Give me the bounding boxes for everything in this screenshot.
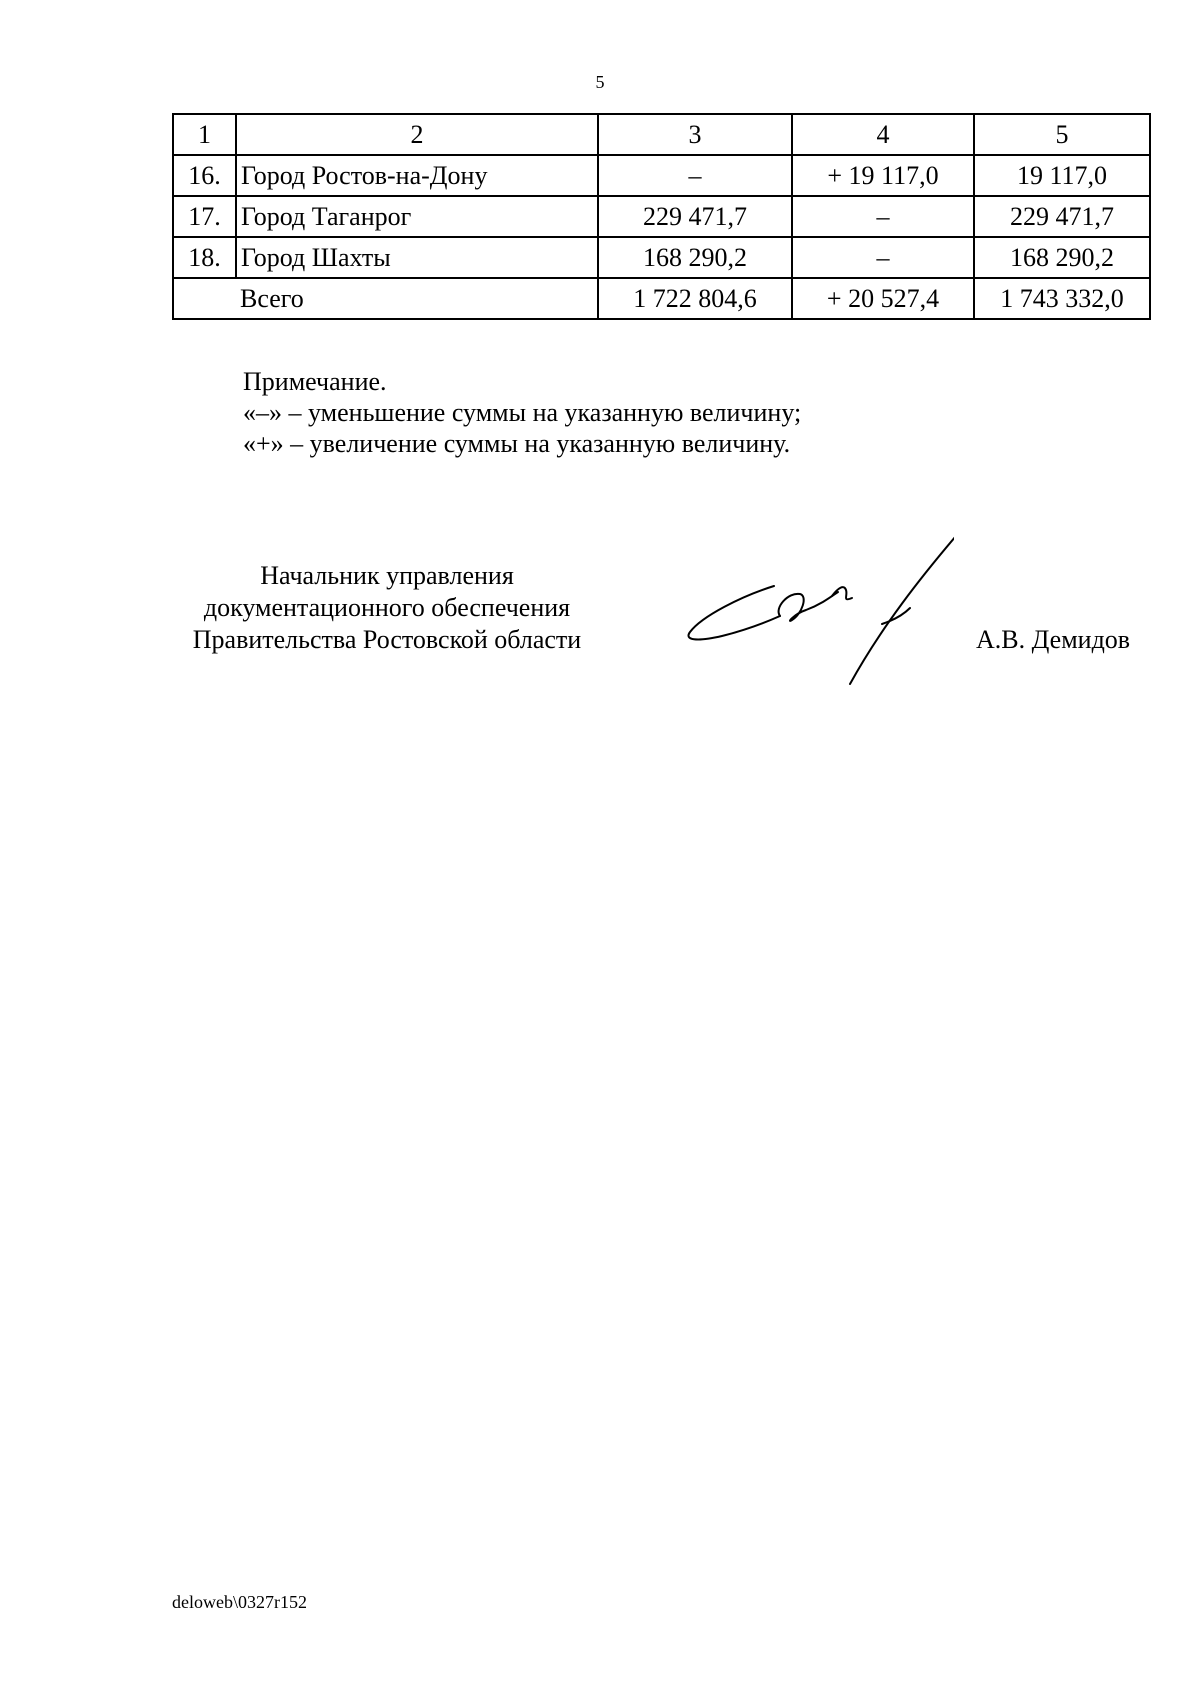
table-header-cell: 5: [974, 114, 1150, 155]
page-number: 5: [595, 72, 605, 92]
signer-title-line: Правительства Ростовской области: [192, 625, 582, 654]
table-total-row: [173, 278, 1150, 319]
table-header-cell: 1: [173, 114, 236, 155]
row-number: 17.: [173, 196, 236, 237]
result-cell: 19 117,0: [974, 155, 1150, 196]
total-label: Всего: [236, 278, 598, 319]
municipality-name: Город Шахты: [236, 237, 598, 278]
total-number-cell: [173, 278, 236, 319]
signer-title: [172, 560, 602, 656]
table-header-cell: 4: [792, 114, 974, 155]
table-row: [173, 155, 1150, 196]
signer-name: А.В. Демидов: [976, 625, 1131, 654]
municipality-name: Город Ростов-на-Дону: [236, 155, 598, 196]
total-result-cell: 1 743 332,0: [974, 278, 1150, 319]
amount-cell: 168 290,2: [598, 237, 792, 278]
document-code: deloweb\0327r152: [172, 1592, 307, 1612]
row-number: 18.: [173, 237, 236, 278]
result-cell: 229 471,7: [974, 196, 1150, 237]
table-header-row: [173, 114, 1150, 155]
total-amount-cell: 1 722 804,6: [598, 278, 792, 319]
municipality-name: Город Таганрог: [236, 196, 598, 237]
note-line: «+» – увеличение суммы на указанную величину.: [243, 429, 791, 458]
handwritten-signature: [682, 536, 954, 698]
change-cell: –: [792, 237, 974, 278]
signer-title-line: документационного обеспечения: [203, 593, 571, 622]
row-number: 16.: [173, 155, 236, 196]
signer-title-line: Начальник управления: [260, 561, 514, 590]
table-row: [173, 237, 1150, 278]
amount-cell: 229 471,7: [598, 196, 792, 237]
change-cell: –: [792, 196, 974, 237]
note-line: «–» – уменьшение суммы на указанную величину;: [243, 398, 802, 427]
table-header-cell: 2: [236, 114, 598, 155]
data-table: [172, 113, 1151, 320]
total-change-cell: + 20 527,4: [792, 278, 974, 319]
table-row: [173, 196, 1150, 237]
amount-cell: –: [598, 155, 792, 196]
note-block: [243, 366, 801, 459]
note-title: Примечание.: [243, 367, 387, 396]
change-cell: + 19 117,0: [792, 155, 974, 196]
table-header-cell: 3: [598, 114, 792, 155]
result-cell: 168 290,2: [974, 237, 1150, 278]
